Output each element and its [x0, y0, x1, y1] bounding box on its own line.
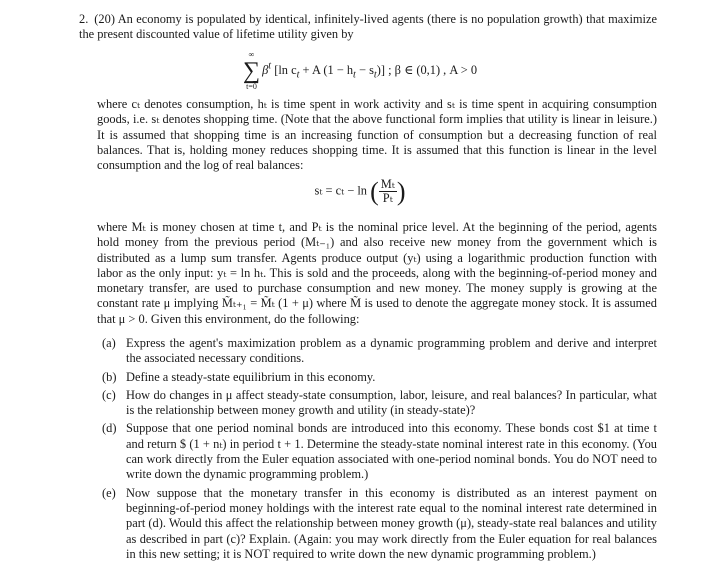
part-d	[100, 421, 657, 482]
s-subscript: t	[373, 69, 377, 81]
c-subscript: t	[296, 69, 300, 81]
part-text: Define a steady-state equilibrium in this economy.	[126, 369, 376, 384]
utility-parameter-constraints: )] ; β ∈ (0,1) , A > 0	[376, 62, 478, 77]
part-c	[100, 388, 657, 419]
problem-intro	[79, 12, 657, 43]
part-text: Express the agent's maximization problem as a dynamic programming problem and derive and interpret the associated necessary conditions.	[126, 336, 657, 366]
part-label: (b)	[102, 369, 117, 384]
summation	[243, 50, 260, 92]
part-text: How do changes in μ affect steady-state consumption, labor, leisure, and real balances? In particular, what is the relationship between money growth and utility (in steady-state)?	[126, 387, 657, 418]
real-balance-fraction	[379, 178, 397, 205]
paragraph-shopping-time: where cₜ denotes consumption, hₜ is time spent in work activity and sₜ is time spent in acquiring consumption goods, i.e. sₜ denotes shopping time. (Note that the above functional form implies that utility is linear in leisure.) It is assumed that shopping time is an increasing function of consumption but a decreasing function of real balances. That is, holding money reduces shopping time. It is assumed that this function is linear in the level consumption and the log of real balances:	[97, 97, 657, 173]
beta-exponent: t	[268, 60, 272, 72]
right-paren: )	[396, 176, 406, 206]
shopping-equation	[0, 178, 720, 205]
h-subscript: t	[353, 69, 356, 81]
part-b	[100, 370, 657, 385]
shopping-lhs: sₜ = cₜ − ln	[314, 183, 367, 198]
utility-equation	[0, 50, 720, 92]
utility-leisure-term: + A (1 − h	[299, 62, 354, 77]
left-paren: (	[370, 176, 379, 206]
problem-parts-list	[100, 336, 657, 565]
intro-text: An economy is populated by identical, infinitely-lived agents (there is no population growth) that maximize the present discounted value of lifetime utility given by	[79, 12, 657, 42]
part-label: (e)	[102, 485, 116, 500]
sum-upper-limit: ∞	[248, 50, 255, 59]
sigma-symbol: ∑	[242, 58, 261, 84]
part-label: (a)	[102, 336, 116, 350]
beta-symbol: β	[262, 62, 269, 77]
part-a	[100, 336, 657, 367]
sum-lower-limit: t=0	[246, 82, 257, 91]
part-label: (c)	[102, 387, 116, 402]
problem-number: 2.	[79, 12, 89, 26]
paragraph-environment: where Mₜ is money chosen at time t, and Pₜ is the nominal price level. At the beginning of the period, agents hold money from the previous period (Mₜ₋₁) and also receive new money from the government which is distributed as a lump sum transfer. Agents produce output (yₜ) using a logarithmic production function with labor as the only input: yₜ = ln hₜ. This is sold and the proceeds, along with the beginning-of-period money and monetary transfer, are used to purchase consumption and new money. The money supply is growing at the constant rate μ implying M̃ₜ₊₁ = M̃ₜ (1 + μ) where M̃ is used to denote the aggregate money stock. It is assumed that μ > 0. Given this environment, do the following:	[97, 220, 657, 326]
part-text: Suppose that one period nominal bonds are introduced into this economy. These bonds cost $1 at time t and return $ (1 + nₜ) in period t + 1. Determine the steady-state nominal interest rate in this economy. (You can work directly from the Euler equation associated with one-period nominal bonds. You do NOT need to write down the dynamic programming problem.)	[126, 421, 657, 482]
utility-shopping-term: − s	[355, 62, 374, 77]
utility-log-term: [ln c	[271, 62, 297, 77]
problem-points: (20)	[94, 12, 115, 26]
fraction-denominator: Pₜ	[382, 191, 393, 205]
part-e	[100, 486, 657, 562]
part-label: (d)	[102, 421, 117, 436]
part-text: Now suppose that the monetary transfer in this economy is distributed as an interest payment on beginning-of-period money holdings with the interest rate equal to the nominal interest rate determined in part (d). Would this affect the relationship between money growth (μ), steady-state real balances and utility as described in part (c)? Explain. (Again: you may work directly from the Euler equation for real balances in this new setting; it is NOT required to write down the new dynamic programming problem.)	[126, 485, 657, 561]
fraction-numerator: Mₜ	[380, 177, 395, 191]
